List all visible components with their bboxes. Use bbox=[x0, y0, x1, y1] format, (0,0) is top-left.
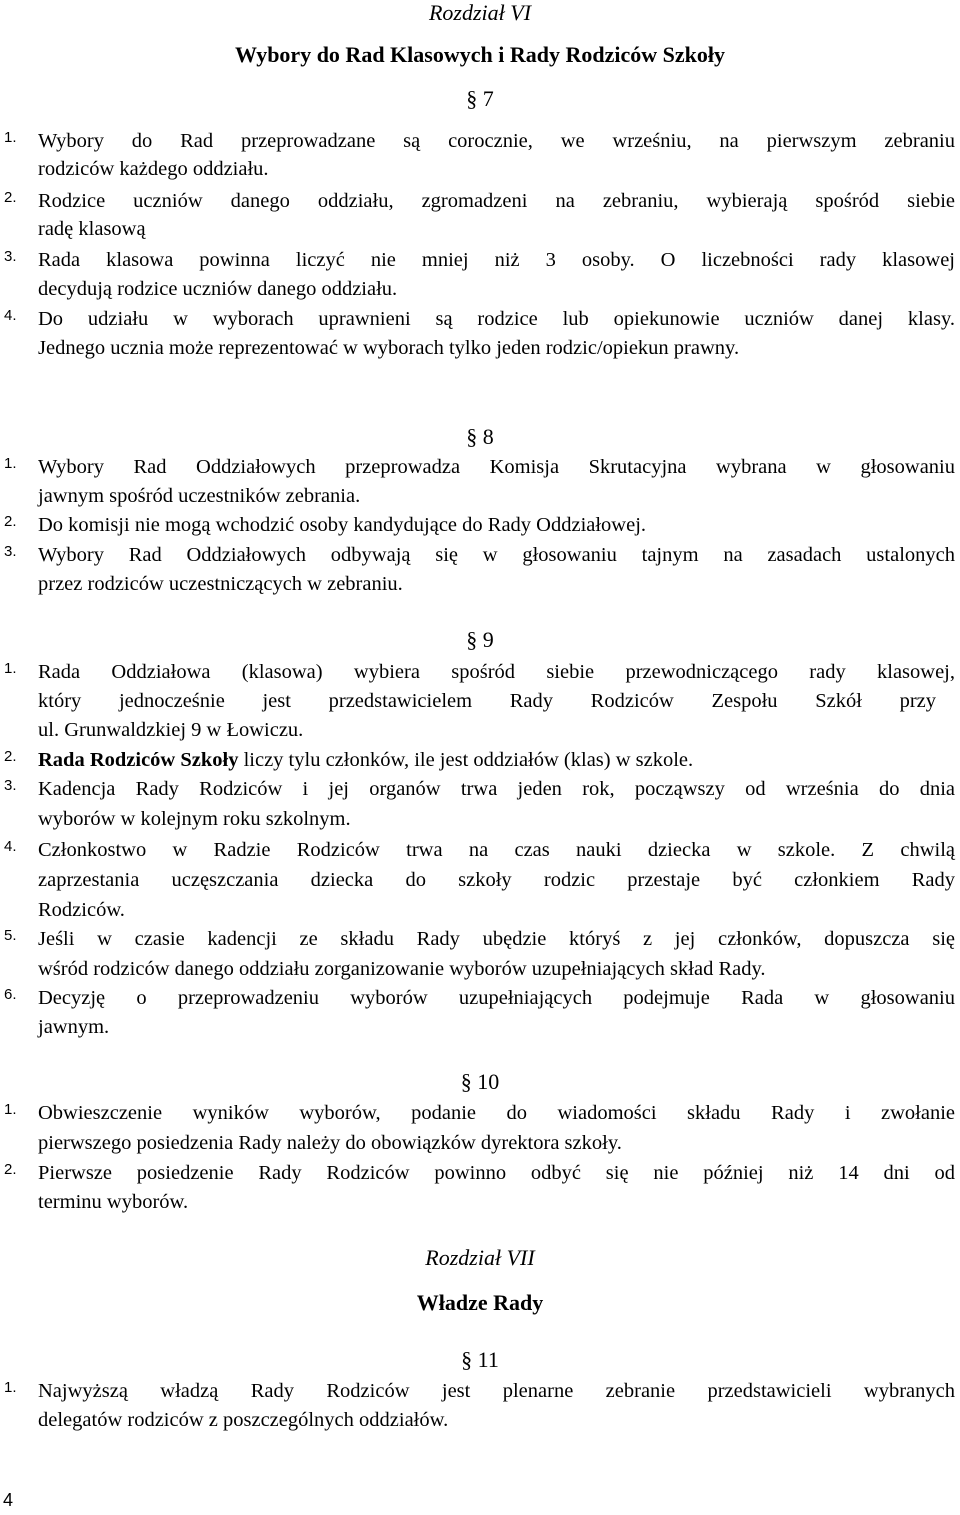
chapter-7-heading: Władze Rady bbox=[416, 1290, 544, 1315]
item-line: rodziców każdego oddziału. bbox=[38, 158, 269, 180]
item-line: Rodziców. bbox=[38, 899, 125, 921]
chapter-7-title: Rozdział VII bbox=[425, 1245, 535, 1270]
paragraph-9-symbol: § 9 bbox=[466, 627, 494, 652]
item-line: który jednocześnie jest przedstawicielem Rady Rodziców Zespołu Szkół przy bbox=[38, 690, 936, 712]
item-number: 2. bbox=[4, 1161, 17, 1178]
item-line: wśród rodziców danego oddziału zorganizowanie wyborów uzupełniających skład Rady. bbox=[38, 958, 766, 980]
item-line: terminu wyborów. bbox=[38, 1191, 189, 1213]
item-number: 5. bbox=[4, 927, 17, 944]
rada-rodzicow-bold: Rada Rodziców Szkoły bbox=[38, 749, 239, 771]
item-number: 2. bbox=[4, 513, 17, 530]
item-text: liczy tylu członków, ile jest oddziałów (klas) w szkole. bbox=[238, 749, 694, 771]
paragraph-10-symbol: § 10 bbox=[460, 1069, 500, 1094]
page-number: 4 bbox=[3, 1490, 14, 1510]
item-number: 1. bbox=[4, 129, 17, 146]
item-number: 3. bbox=[4, 543, 17, 560]
item-line: Obwieszczenie wyników wyborów, podanie do wiadomości składu Rady i zwołanie bbox=[38, 1102, 955, 1124]
item-line: delegatów rodziców z poszczególnych oddziałów. bbox=[38, 1409, 449, 1431]
item-line: Jednego ucznia może reprezentować w wyborach tylko jeden rodzic/opiekun prawny. bbox=[38, 337, 740, 359]
item-line: pierwszego posiedzenia Rady należy do obowiązków dyrektora szkoły. bbox=[38, 1132, 622, 1154]
item-line: ul. Grunwaldzkiej 9 w Łowiczu. bbox=[38, 719, 304, 741]
item-line: jawnym. bbox=[38, 1016, 110, 1038]
item-line: jawnym spośród uczestników zebrania. bbox=[38, 485, 361, 507]
item-line: Do komisji nie mogą wchodzić osoby kandydujące do Rady Oddziałowej. bbox=[38, 514, 647, 536]
item-number: 4. bbox=[4, 838, 17, 855]
item-line: decydują rodzice uczniów danego oddziału. bbox=[38, 278, 398, 300]
item-number: 3. bbox=[4, 248, 17, 265]
chapter-6-heading: Wybory do Rad Klasowych i Rady Rodziców Szkoły bbox=[235, 42, 725, 67]
item-line: Decyzję o przeprowadzeniu wyborów uzupełniających podejmuje Rada w głosowaniu bbox=[38, 987, 955, 1009]
item-line: wyborów w kolejnym roku szkolnym. bbox=[38, 808, 351, 830]
item-number: 2. bbox=[4, 748, 17, 765]
item-number: 1. bbox=[4, 1379, 17, 1396]
paragraph-11-symbol: § 11 bbox=[461, 1347, 499, 1372]
item-line: Pierwsze posiedzenie Rady Rodziców powinno odbyć się nie później niż 14 dni od bbox=[38, 1162, 955, 1184]
item-line: Wybory Rad Oddziałowych odbywają się w głosowaniu tajnym na zasadach ustalonych bbox=[38, 544, 955, 566]
item-line: Najwyższą władzą Rady Rodziców jest plenarne zebranie przedstawicieli wybranych bbox=[38, 1380, 955, 1402]
item-line: Jeśli w czasie kadencji ze składu Rady ubędzie któryś z jej członków, dopuszcza się bbox=[38, 928, 955, 950]
item-line: Wybory do Rad przeprowadzane są corocznie, we wrześniu, na pierwszym zebraniu bbox=[38, 130, 955, 152]
item-number: 2. bbox=[4, 189, 17, 206]
paragraph-8-symbol: § 8 bbox=[466, 424, 494, 449]
chapter-6-title: Rozdział VI bbox=[428, 0, 532, 25]
item-line: Rodzice uczniów danego oddziału, zgromadzeni na zebraniu, wybierają spośród siebie bbox=[38, 190, 955, 212]
item-number: 1. bbox=[4, 660, 17, 677]
item-line: Kadencja Rady Rodziców i jej organów trwa jeden rok, począwszy od września do dnia bbox=[38, 778, 955, 800]
item-number: 1. bbox=[4, 455, 17, 472]
item-number: 3. bbox=[4, 777, 17, 794]
item-line: radę klasową bbox=[38, 218, 146, 240]
item-number: 6. bbox=[4, 986, 17, 1003]
item-line: przez rodziców uczestniczących w zebraniu. bbox=[38, 573, 403, 595]
item-line: Wybory Rad Oddziałowych przeprowadza Komisja Skrutacyjna wybrana w głosowaniu bbox=[38, 456, 955, 478]
item-line bbox=[38, 745, 955, 775]
item-line: zaprzestania uczęszczania dziecka do szkoły rodzic przestaje być członkiem Rady bbox=[38, 869, 955, 891]
item-line: Rada Oddziałowa (klasowa) wybiera spośród siebie przewodniczącego rady klasowej, bbox=[38, 661, 955, 683]
item-line: Rada klasowa powinna liczyć nie mniej niż 3 osoby. O liczebności rady klasowej bbox=[38, 249, 955, 271]
item-line: Członkostwo w Radzie Rodziców trwa na czas nauki dziecka w szkole. Z chwilą bbox=[38, 839, 955, 861]
item-line: Do udziału w wyborach uprawnieni są rodzice lub opiekunowie uczniów danej klasy. bbox=[38, 308, 955, 330]
paragraph-7-symbol: § 7 bbox=[466, 86, 494, 111]
item-number: 1. bbox=[4, 1101, 17, 1118]
item-number: 4. bbox=[4, 307, 17, 324]
